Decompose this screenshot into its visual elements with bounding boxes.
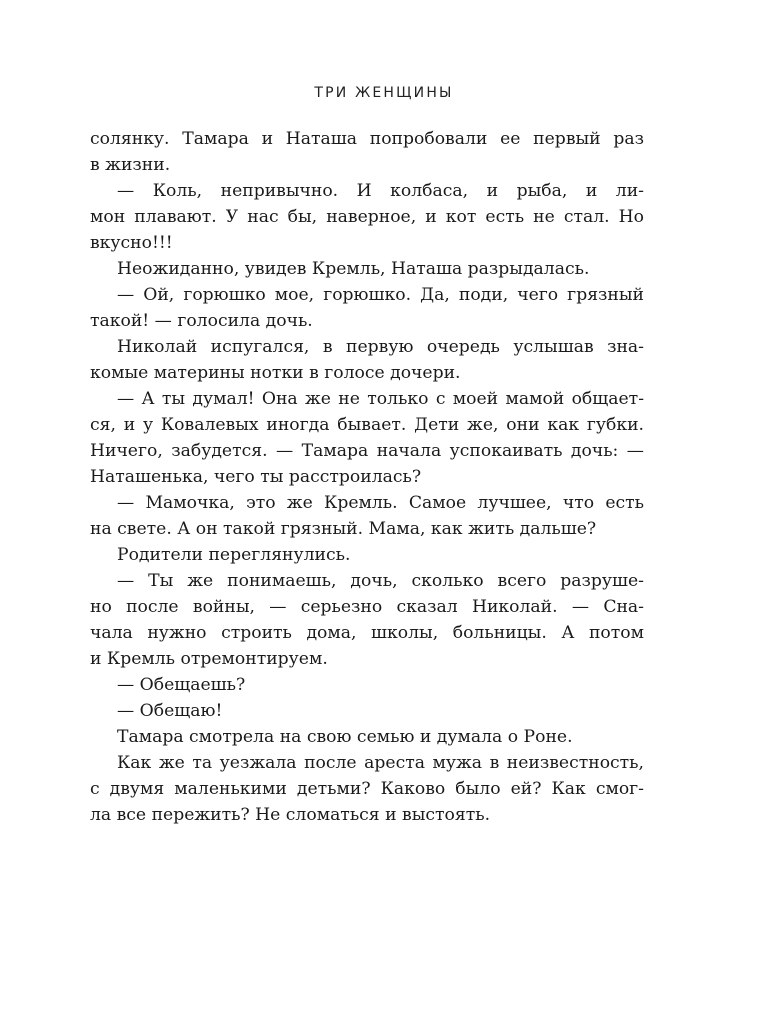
text-line: Родители переглянулись. xyxy=(117,545,351,565)
text-line: такой! — голосила дочь. xyxy=(90,311,313,331)
text-line: Как же та уезжала после ареста мужа в неизвестность, xyxy=(117,753,644,773)
text-line: вкусно!!! xyxy=(90,233,173,253)
text-line: — Коль, непривычно. И колбаса, и рыба, и ли- xyxy=(117,181,644,201)
text-line: — Ты же понимаешь, дочь, сколько всего разруше- xyxy=(117,571,644,591)
text-line: комые материны нотки в голосе дочери. xyxy=(90,363,461,383)
text-line: — Обещаю! xyxy=(117,701,223,721)
text-line: ла все пережить? Не сломаться и выстоять. xyxy=(90,805,491,825)
running-head: ТРИ ЖЕНЩИНЫ xyxy=(314,85,454,101)
text-line: но после войны, — серьезно сказал Николай. — Сна- xyxy=(90,597,644,617)
text-line: — Ой, горюшко мое, горюшко. Да, поди, чего грязный xyxy=(117,285,644,305)
text-line: — Мамочка, это же Кремль. Самое лучшее, что есть xyxy=(117,493,644,513)
text-line: Наташенька, чего ты расстроилась? xyxy=(90,467,422,487)
text-line: Ничего, забудется. — Тамара начала успокаивать дочь: — xyxy=(90,441,644,461)
body-text xyxy=(90,126,644,828)
text-line: — Обещаешь? xyxy=(117,675,246,695)
text-line: в жизни. xyxy=(90,155,171,175)
text-line: с двумя маленькими детьми? Каково было ей? Как смог- xyxy=(90,779,644,799)
text-line: на свете. А он такой грязный. Мама, как жить дальше? xyxy=(90,519,597,539)
text-line: — А ты думал! Она же не только с моей мамой общает- xyxy=(117,389,644,409)
text-line: мон плавают. У нас бы, наверное, и кот есть не стал. Но xyxy=(90,207,644,227)
text-line: Неожиданно, увидев Кремль, Наташа разрыдалась. xyxy=(117,259,590,279)
text-line: и Кремль отремонтируем. xyxy=(90,649,328,669)
text-line: солянку. Тамара и Наташа попробовали ее первый раз xyxy=(90,129,644,149)
text-line: ся, и у Ковалевых иногда бывает. Дети же, они как губки. xyxy=(90,415,644,435)
text-line: чала нужно строить дома, школы, больницы. А потом xyxy=(90,623,644,643)
text-line: Николай испугался, в первую очередь услышав зна- xyxy=(117,337,644,357)
text-line: Тамара смотрела на свою семью и думала о Роне. xyxy=(117,727,573,747)
